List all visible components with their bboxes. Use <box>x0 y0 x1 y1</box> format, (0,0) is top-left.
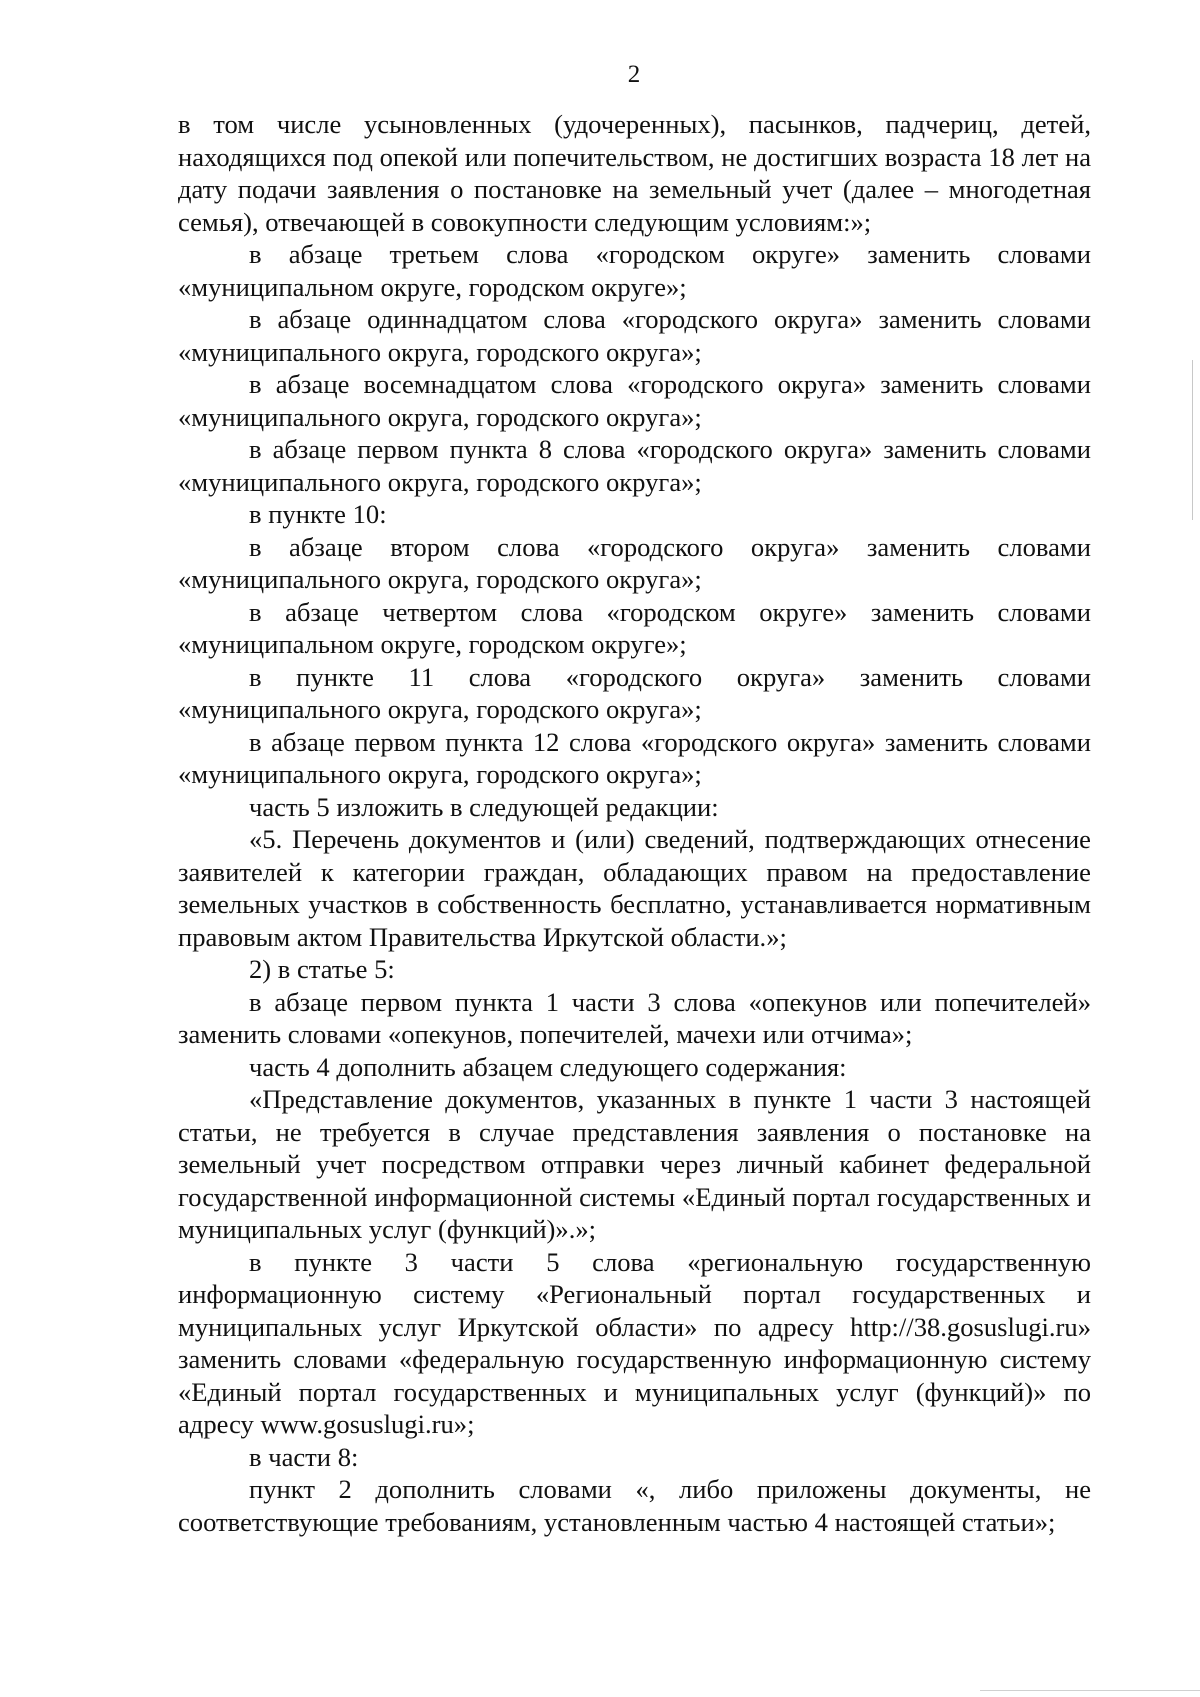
paragraph: в абзаце первом пункта 12 слова «городского округа» заменить словами «муниципального округа, городского округа»; <box>178 726 1091 789</box>
paragraph: в абзаце восемнадцатом слова «городского округа» заменить словами «муниципального округа, городского округа»; <box>178 369 1091 432</box>
page-number: 2 <box>627 61 641 88</box>
scan-edge-mark-bottom <box>980 1690 1200 1691</box>
scan-edge-mark <box>1192 360 1193 520</box>
paragraph: в абзаце одиннадцатом слова «городского округа» заменить словами «муниципального округа, городского округа»; <box>178 304 1091 367</box>
paragraph: в пункте 10: <box>249 499 387 529</box>
document-body <box>178 108 1091 1538</box>
paragraph: «Представление документов, указанных в пункте 1 части 3 настоящей статьи, не требуется в случае представления заявления о постановке на земельный учет посредством отправки через личный кабинет федеральной государственной информационной системы «Единый портал государственных и муниципальных услуг (функций)».»; <box>178 1084 1091 1244</box>
paragraph: 2) в статье 5: <box>249 954 395 984</box>
paragraph: часть 5 изложить в следующей редакции: <box>249 791 719 822</box>
paragraph: в пункте 3 части 5 слова «региональную государственную информационную систему «Региональный портал государственных и муниципальных услуг Иркутской области» по адресу http://38.gosuslugi.ru» заменить словами «федеральную государственную информационную систему «Единый портал государственных и муниципальных услуг (функций)» по адресу www.gosuslugi.ru»; <box>178 1246 1091 1439</box>
paragraph: в абзаце первом пункта 8 слова «городского округа» заменить словами «муниципального округа, городского округа»; <box>178 434 1091 497</box>
paragraph: в пункте 11 слова «городского округа» заменить словами «муниципального округа, городского округа»; <box>178 661 1091 724</box>
paragraph: в том числе усыновленных (удочеренных), пасынков, падчериц, детей, находящихся под опекой или попечительством, не достигших возраста 18 лет на дату подачи заявления о постановке на земельный учет (далее – многодетная семья), отвечающей в совокупности следующим условиям:»; <box>178 109 1091 237</box>
paragraph: в абзаце четвертом слова «городском округе» заменить словами «муниципальном округе, городском округе»; <box>178 596 1091 659</box>
paragraph: часть 4 дополнить абзацем следующего содержания: <box>249 1051 847 1082</box>
paragraph: «5. Перечень документов и (или) сведений, подтверждающих отнесение заявителей к категории граждан, обладающих правом на предоставление земельных участков в собственность бесплатно, устанавливается нормативным правовым актом Правительства Иркутской области.»; <box>178 824 1091 952</box>
paragraph: в абзаце втором слова «городского округа» заменить словами «муниципального округа, городского округа»; <box>178 531 1091 594</box>
paragraph: в абзаце первом пункта 1 части 3 слова «опекунов или попечителей» заменить словами «опекунов, попечителей, мачехи или отчима»; <box>178 986 1091 1049</box>
paragraph: в абзаце третьем слова «городском округе» заменить словами «муниципальном округе, городском округе»; <box>178 239 1091 302</box>
paragraph: в части 8: <box>249 1441 359 1472</box>
paragraph: пункт 2 дополнить словами «, либо приложены документы, не соответствующие требованиям, установленным частью 4 настоящей статьи»; <box>178 1474 1091 1537</box>
